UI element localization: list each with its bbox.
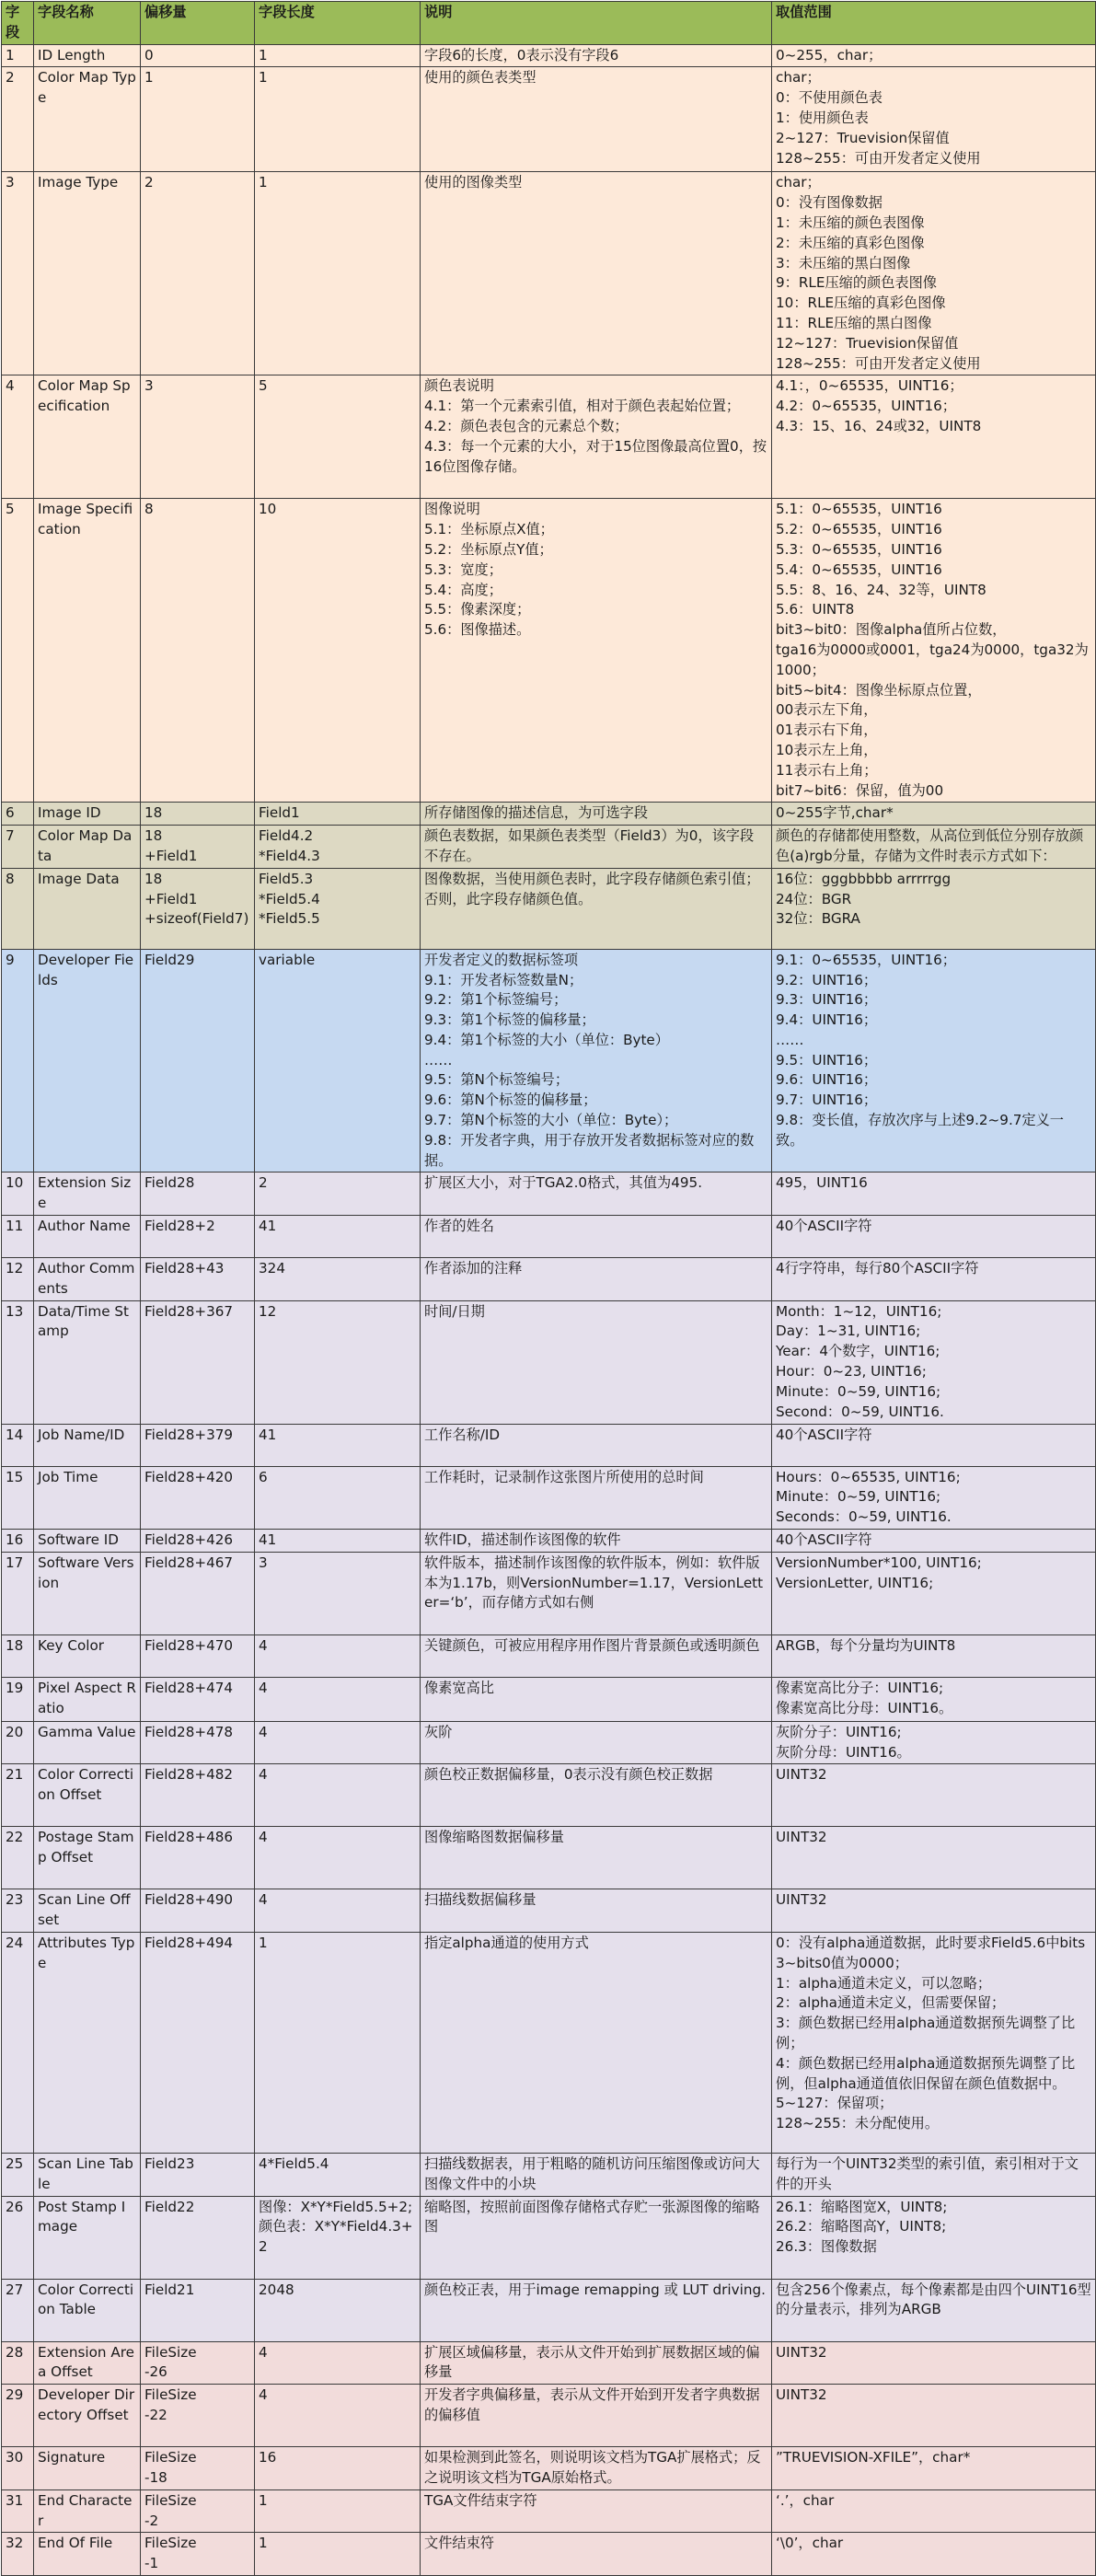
field-number-cell: 11 xyxy=(2,1216,34,1258)
length-cell: 16 xyxy=(255,2447,421,2490)
offset-cell: Field28+470 xyxy=(141,1635,255,1677)
tga-format-table xyxy=(1,1,1096,2576)
description-cell: 开发者字典偏移量，表示从文件开始到开发者字典数据的偏移值 xyxy=(421,2385,772,2447)
field-name-cell: Author Comments xyxy=(34,1258,141,1301)
field-name-cell: Software ID xyxy=(34,1530,141,1553)
field-name-cell: Extension Area Offset xyxy=(34,2341,141,2385)
table-row xyxy=(2,1300,1096,1424)
offset-cell: Field28+486 xyxy=(141,1827,255,1889)
field-number-cell: 27 xyxy=(2,2279,34,2341)
description-cell: 颜色校正数据偏移量，0表示没有颜色校正数据 xyxy=(421,1764,772,1827)
table-row xyxy=(2,2489,1096,2533)
field-number-cell: 22 xyxy=(2,1827,34,1889)
description-cell: 作者的姓名 xyxy=(421,1216,772,1258)
table-row xyxy=(2,1216,1096,1258)
field-name-cell: Postage Stamp Offset xyxy=(34,1827,141,1889)
field-name-cell: Signature xyxy=(34,2447,141,2490)
length-cell: Field1 xyxy=(255,803,421,826)
offset-cell: Field21 xyxy=(141,2279,255,2341)
length-cell: 12 xyxy=(255,1300,421,1424)
length-cell: 1 xyxy=(255,2533,421,2576)
field-number-cell: 15 xyxy=(2,1466,34,1529)
value-range-cell: UINT32 xyxy=(772,2341,1096,2385)
value-range-cell: 颜色的存储都使用整数，从高位到低位分别存放颜色(a)rgb分量，存储为文件时表示方式如下： xyxy=(772,826,1096,869)
table-row xyxy=(2,826,1096,869)
offset-cell: 2 xyxy=(141,172,255,375)
description-cell: 颜色表说明 4.1：第一个元素索引值，相对于颜色表起始位置； 4.2：颜色表包含的元素总个数； 4.3：每一个元素的大小，对于15位图像最高位置0，按16位图像存储。 xyxy=(421,375,772,499)
table-row xyxy=(2,803,1096,826)
offset-cell: Field28+420 xyxy=(141,1466,255,1529)
description-cell: TGA文件结束字符 xyxy=(421,2489,772,2533)
field-name-cell: End Character xyxy=(34,2489,141,2533)
field-number-cell: 18 xyxy=(2,1635,34,1677)
offset-cell: 18 +Field1 +sizeof(Field7) xyxy=(141,868,255,949)
description-cell: 图像缩略图数据偏移量 xyxy=(421,1827,772,1889)
value-range-cell: char； 0：不使用颜色表 1：使用颜色表 2~127：Truevision保留值 128~255：可由开发者定义使用 xyxy=(772,67,1096,172)
field-name-cell: Developer Directory Offset xyxy=(34,2385,141,2447)
offset-cell: 18 +Field1 xyxy=(141,826,255,869)
offset-cell: Field28+467 xyxy=(141,1552,255,1635)
field-name-cell: Job Name/ID xyxy=(34,1424,141,1466)
value-range-cell: 26.1：缩略图宽X，UINT8; 26.2：缩略图高Y，UINT8; 26.3：图像数据 xyxy=(772,2196,1096,2279)
offset-cell: FileSize -18 xyxy=(141,2447,255,2490)
field-number-cell: 25 xyxy=(2,2154,34,2197)
table-row xyxy=(2,67,1096,172)
field-name-cell: Color Correction Offset xyxy=(34,1764,141,1827)
table-row xyxy=(2,1258,1096,1301)
description-cell: 软件ID，描述制作该图像的软件 xyxy=(421,1530,772,1553)
offset-cell: Field28+2 xyxy=(141,1216,255,1258)
header-field-number: 字段 xyxy=(2,2,34,45)
value-range-cell: 0~255，char； xyxy=(772,44,1096,67)
value-range-cell: VersionNumber*100, UINT16; VersionLetter, UINT16; xyxy=(772,1552,1096,1635)
length-cell: 4 xyxy=(255,2385,421,2447)
field-name-cell: Image Type xyxy=(34,172,141,375)
length-cell: 6 xyxy=(255,1466,421,1529)
value-range-cell: 0~255字节,char* xyxy=(772,803,1096,826)
value-range-cell: UINT32 xyxy=(772,1889,1096,1933)
offset-cell: 8 xyxy=(141,499,255,803)
description-cell: 使用的图像类型 xyxy=(421,172,772,375)
length-cell: 4 xyxy=(255,1635,421,1677)
offset-cell: Field23 xyxy=(141,2154,255,2197)
field-number-cell: 32 xyxy=(2,2533,34,2576)
length-cell: 5 xyxy=(255,375,421,499)
value-range-cell: 40个ASCII字符 xyxy=(772,1216,1096,1258)
table-row xyxy=(2,2341,1096,2385)
field-name-cell: Developer Fields xyxy=(34,949,141,1172)
field-number-cell: 26 xyxy=(2,2196,34,2279)
length-cell: 3 xyxy=(255,1552,421,1635)
table-row xyxy=(2,1827,1096,1889)
offset-cell: Field28+474 xyxy=(141,1677,255,1721)
length-cell: 10 xyxy=(255,499,421,803)
value-range-cell: ARGB，每个分量均为UINT8 xyxy=(772,1635,1096,1677)
header-value-range: 取值范围 xyxy=(772,2,1096,45)
field-number-cell: 9 xyxy=(2,949,34,1172)
header-description: 说明 xyxy=(421,2,772,45)
length-cell: 4 xyxy=(255,1889,421,1933)
field-number-cell: 20 xyxy=(2,1721,34,1764)
value-range-cell: char； 0：没有图像数据 1：未压缩的颜色表图像 2：未压缩的真彩色图像 3：未压缩的黑白图像 9：RLE压缩的颜色表图像 10：RLE压缩的真彩色图像 11：RLE压缩的黑白图像 12~127：Truevision保留值 128~255：可由开发者定义使用 xyxy=(772,172,1096,375)
value-range-cell: 4.1：，0~65535，UINT16； 4.2：0~65535，UINT16； 4.3：15、16、24或32，UINT8 xyxy=(772,375,1096,499)
value-range-cell: ‘.’，char xyxy=(772,2489,1096,2533)
table-row xyxy=(2,44,1096,67)
field-name-cell: Image ID xyxy=(34,803,141,826)
length-cell: 1 xyxy=(255,44,421,67)
description-cell: 扫描线数据偏移量 xyxy=(421,1889,772,1933)
offset-cell: FileSize -26 xyxy=(141,2341,255,2385)
field-number-cell: 14 xyxy=(2,1424,34,1466)
description-cell: 图像数据，当使用颜色表时，此字段存储颜色索引值；否则，此字段存储颜色值。 xyxy=(421,868,772,949)
value-range-cell: ‘\0’，char xyxy=(772,2533,1096,2576)
offset-cell: Field28+367 xyxy=(141,1300,255,1424)
field-name-cell: Software Version xyxy=(34,1552,141,1635)
offset-cell: Field22 xyxy=(141,2196,255,2279)
field-number-cell: 29 xyxy=(2,2385,34,2447)
table-row xyxy=(2,172,1096,375)
field-name-cell: Post Stamp Image xyxy=(34,2196,141,2279)
value-range-cell: 5.1：0~65535，UINT16 5.2：0~65535，UINT16 5.3：0~65535，UINT16 5.4：0~65535，UINT16 5.5：8、16、24、32等，UINT8 5.6：UINT8 bit3~bit0：图像alpha值所占位数， tga16为0000或0001，tga24为0000，tga32为1000； bit5~bit4：图像坐标原点位置， 00表示左下角， 01表示右下角， 10表示左上角， 11表示右上角； bit7~bit6：保留，值为00 xyxy=(772,499,1096,803)
table-row xyxy=(2,2279,1096,2341)
table-row xyxy=(2,1552,1096,1635)
length-cell: 2 xyxy=(255,1172,421,1216)
description-cell: 工作名称/ID xyxy=(421,1424,772,1466)
value-range-cell: 9.1：0~65535，UINT16； 9.2：UINT16； 9.3：UINT16； 9.4：UINT16； …… 9.5：UINT16； 9.6：UINT16； 9.7：UINT16； 9.8：变长值，存放次序与上述9.2~9.7定义一致。 xyxy=(772,949,1096,1172)
table-row xyxy=(2,1172,1096,1216)
value-range-cell: 像素宽高比分子：UINT16; 像素宽高比分母：UINT16。 xyxy=(772,1677,1096,1721)
field-number-cell: 30 xyxy=(2,2447,34,2490)
offset-cell: Field28+43 xyxy=(141,1258,255,1301)
header-length: 字段长度 xyxy=(255,2,421,45)
field-number-cell: 13 xyxy=(2,1300,34,1424)
length-cell: 1 xyxy=(255,67,421,172)
description-cell: 颜色表数据，如果颜色表类型（Field3）为0，该字段不存在。 xyxy=(421,826,772,869)
value-range-cell: 495，UINT16 xyxy=(772,1172,1096,1216)
field-number-cell: 16 xyxy=(2,1530,34,1553)
header-row xyxy=(2,2,1096,45)
field-number-cell: 2 xyxy=(2,67,34,172)
table-row xyxy=(2,2533,1096,2576)
field-name-cell: End Of File xyxy=(34,2533,141,2576)
field-number-cell: 28 xyxy=(2,2341,34,2385)
value-range-cell: 40个ASCII字符 xyxy=(772,1530,1096,1553)
description-cell: 作者添加的注释 xyxy=(421,1258,772,1301)
description-cell: 如果检测到此签名，则说明该文档为TGA扩展格式；反之说明该文档为TGA原始格式。 xyxy=(421,2447,772,2490)
field-number-cell: 23 xyxy=(2,1889,34,1933)
field-number-cell: 21 xyxy=(2,1764,34,1827)
offset-cell: 0 xyxy=(141,44,255,67)
description-cell: 时间/日期 xyxy=(421,1300,772,1424)
field-name-cell: Author Name xyxy=(34,1216,141,1258)
field-name-cell: Data/Time Stamp xyxy=(34,1300,141,1424)
table-row xyxy=(2,1764,1096,1827)
table-row xyxy=(2,1677,1096,1721)
value-range-cell: 40个ASCII字符 xyxy=(772,1424,1096,1466)
length-cell: 41 xyxy=(255,1216,421,1258)
value-range-cell: 每行为一个UINT32类型的索引值，索引相对于文件的开头 xyxy=(772,2154,1096,2197)
field-number-cell: 31 xyxy=(2,2489,34,2533)
field-name-cell: Gamma Value xyxy=(34,1721,141,1764)
offset-cell: Field28 xyxy=(141,1172,255,1216)
field-number-cell: 5 xyxy=(2,499,34,803)
field-name-cell: ID Length xyxy=(34,44,141,67)
length-cell: 图像：X*Y*Field5.5+2; 颜色表：X*Y*Field4.3+2 xyxy=(255,2196,421,2279)
field-number-cell: 3 xyxy=(2,172,34,375)
offset-cell: 18 xyxy=(141,803,255,826)
table-row xyxy=(2,2447,1096,2490)
length-cell: 4 xyxy=(255,1677,421,1721)
value-range-cell: 4行字符串，每行80个ASCII字符 xyxy=(772,1258,1096,1301)
description-cell: 扩展区域偏移量，表示从文件开始到扩展数据区域的偏移量 xyxy=(421,2341,772,2385)
field-number-cell: 10 xyxy=(2,1172,34,1216)
value-range-cell: UINT32 xyxy=(772,2385,1096,2447)
description-cell: 颜色校正表，用于image remapping 或 LUT driving. xyxy=(421,2279,772,2341)
field-number-cell: 1 xyxy=(2,44,34,67)
offset-cell: FileSize -1 xyxy=(141,2533,255,2576)
length-cell: 1 xyxy=(255,1933,421,2154)
field-name-cell: Image Specification xyxy=(34,499,141,803)
table-row xyxy=(2,2154,1096,2197)
table-row xyxy=(2,1889,1096,1933)
offset-cell: 3 xyxy=(141,375,255,499)
description-cell: 指定alpha通道的使用方式 xyxy=(421,1933,772,2154)
table-row xyxy=(2,2385,1096,2447)
length-cell: 4*Field5.4 xyxy=(255,2154,421,2197)
table-row xyxy=(2,949,1096,1172)
description-cell: 缩略图，按照前面图像存储格式存贮一张源图像的缩略图 xyxy=(421,2196,772,2279)
length-cell: Field5.3 *Field5.4 *Field5.5 xyxy=(255,868,421,949)
table-row xyxy=(2,868,1096,949)
length-cell: 4 xyxy=(255,1764,421,1827)
length-cell: 4 xyxy=(255,1721,421,1764)
field-name-cell: Image Data xyxy=(34,868,141,949)
description-cell: 软件版本，描述制作该图像的软件版本，例如：软件版本为1.17b，则VersionNumber=1.17，VersionLetter=‘b’，而存储方式如右侧 xyxy=(421,1552,772,1635)
description-cell: 工作耗时，记录制作这张图片所使用的总时间 xyxy=(421,1466,772,1529)
value-range-cell: 0：没有alpha通道数据，此时要求Field5.6中bits3~bits0值为0000； 1：alpha通道未定义，可以忽略； 2：alpha通道未定义，但需要保留； 3：颜色数据已经用alpha通道数据预先调整了比例； 4：颜色数据已经用alpha通道数据预先调整了比例，但alpha通道值依旧保留在颜色值数据中。 5~127：保留项； 128~255：未分配使用。 xyxy=(772,1933,1096,2154)
value-range-cell: 包含256个像素点，每个像素都是由四个UINT16型的分量表示，排列为ARGB xyxy=(772,2279,1096,2341)
value-range-cell: Hours：0~65535, UINT16; Minute：0~59, UINT16; Seconds：0~59, UINT16. xyxy=(772,1466,1096,1529)
field-number-cell: 24 xyxy=(2,1933,34,2154)
length-cell: 41 xyxy=(255,1530,421,1553)
description-cell: 像素宽高比 xyxy=(421,1677,772,1721)
field-number-cell: 19 xyxy=(2,1677,34,1721)
field-name-cell: Scan Line Offset xyxy=(34,1889,141,1933)
field-number-cell: 17 xyxy=(2,1552,34,1635)
value-range-cell: 16位：gggbbbbb arrrrrgg 24位：BGR 32位：BGRA xyxy=(772,868,1096,949)
value-range-cell: Month：1~12，UINT16; Day：1~31, UINT16; Year：4个数字，UINT16; Hour：0~23, UINT16; Minute：0~59, UINT16; Second：0~59, UINT16. xyxy=(772,1300,1096,1424)
description-cell: 字段6的长度，0表示没有字段6 xyxy=(421,44,772,67)
description-cell: 文件结束符 xyxy=(421,2533,772,2576)
table-row xyxy=(2,1933,1096,2154)
length-cell: 41 xyxy=(255,1424,421,1466)
field-name-cell: Color Correction Table xyxy=(34,2279,141,2341)
value-range-cell: UINT32 xyxy=(772,1827,1096,1889)
description-cell: 所存储图像的描述信息，为可选字段 xyxy=(421,803,772,826)
offset-cell: Field29 xyxy=(141,949,255,1172)
length-cell: 2048 xyxy=(255,2279,421,2341)
header-offset: 偏移量 xyxy=(141,2,255,45)
value-range-cell: ”TRUEVISION-XFILE”，char* xyxy=(772,2447,1096,2490)
offset-cell: Field28+426 xyxy=(141,1530,255,1553)
length-cell: 324 xyxy=(255,1258,421,1301)
field-number-cell: 6 xyxy=(2,803,34,826)
offset-cell: Field28+490 xyxy=(141,1889,255,1933)
field-name-cell: Pixel Aspect Ratio xyxy=(34,1677,141,1721)
table-row xyxy=(2,2196,1096,2279)
length-cell: variable xyxy=(255,949,421,1172)
length-cell: 4 xyxy=(255,2341,421,2385)
field-name-cell: Scan Line Table xyxy=(34,2154,141,2197)
length-cell: Field4.2 *Field4.3 xyxy=(255,826,421,869)
value-range-cell: UINT32 xyxy=(772,1764,1096,1827)
header-field-name: 字段名称 xyxy=(34,2,141,45)
field-name-cell: Color Map Data xyxy=(34,826,141,869)
table-row xyxy=(2,1466,1096,1529)
description-cell: 图像说明 5.1：坐标原点X值； 5.2：坐标原点Y值； 5.3：宽度； 5.4：高度； 5.5：像素深度； 5.6：图像描述。 xyxy=(421,499,772,803)
table-row xyxy=(2,1635,1096,1677)
offset-cell: FileSize -22 xyxy=(141,2385,255,2447)
offset-cell: 1 xyxy=(141,67,255,172)
description-cell: 扩展区大小，对于TGA2.0格式，其值为495. xyxy=(421,1172,772,1216)
description-cell: 灰阶 xyxy=(421,1721,772,1764)
table-body xyxy=(2,44,1096,2575)
field-name-cell: Key Color xyxy=(34,1635,141,1677)
field-number-cell: 4 xyxy=(2,375,34,499)
length-cell: 1 xyxy=(255,2489,421,2533)
value-range-cell: 灰阶分子：UINT16; 灰阶分母：UINT16。 xyxy=(772,1721,1096,1764)
field-number-cell: 7 xyxy=(2,826,34,869)
offset-cell: Field28+482 xyxy=(141,1764,255,1827)
table-row xyxy=(2,1530,1096,1553)
offset-cell: Field28+478 xyxy=(141,1721,255,1764)
field-name-cell: Extension Size xyxy=(34,1172,141,1216)
offset-cell: Field28+379 xyxy=(141,1424,255,1466)
length-cell: 1 xyxy=(255,172,421,375)
table-row xyxy=(2,1424,1096,1466)
length-cell: 4 xyxy=(255,1827,421,1889)
field-name-cell: Color Map Specification xyxy=(34,375,141,499)
description-cell: 关键颜色，可被应用程序用作图片背景颜色或透明颜色 xyxy=(421,1635,772,1677)
table-row xyxy=(2,375,1096,499)
field-name-cell: Job Time xyxy=(34,1466,141,1529)
description-cell: 扫描线数据表，用于粗略的随机访问压缩图像或访问大图像文件中的小块 xyxy=(421,2154,772,2197)
field-number-cell: 12 xyxy=(2,1258,34,1301)
description-cell: 使用的颜色表类型 xyxy=(421,67,772,172)
table-row xyxy=(2,499,1096,803)
field-name-cell: Attributes Type xyxy=(34,1933,141,2154)
field-number-cell: 8 xyxy=(2,868,34,949)
offset-cell: Field28+494 xyxy=(141,1933,255,2154)
field-name-cell: Color Map Type xyxy=(34,67,141,172)
offset-cell: FileSize -2 xyxy=(141,2489,255,2533)
description-cell: 开发者定义的数据标签项 9.1：开发者标签数量N； 9.2：第1个标签编号； 9.3：第1个标签的偏移量； 9.4：第1个标签的大小（单位：Byte） …… 9.5：第N个标签编号； 9.6：第N个标签的偏移量； 9.7：第N个标签的大小（单位：Byte）； 9.8：开发者字典，用于存放开发者数据标签对应的数据。 xyxy=(421,949,772,1172)
table-row xyxy=(2,1721,1096,1764)
